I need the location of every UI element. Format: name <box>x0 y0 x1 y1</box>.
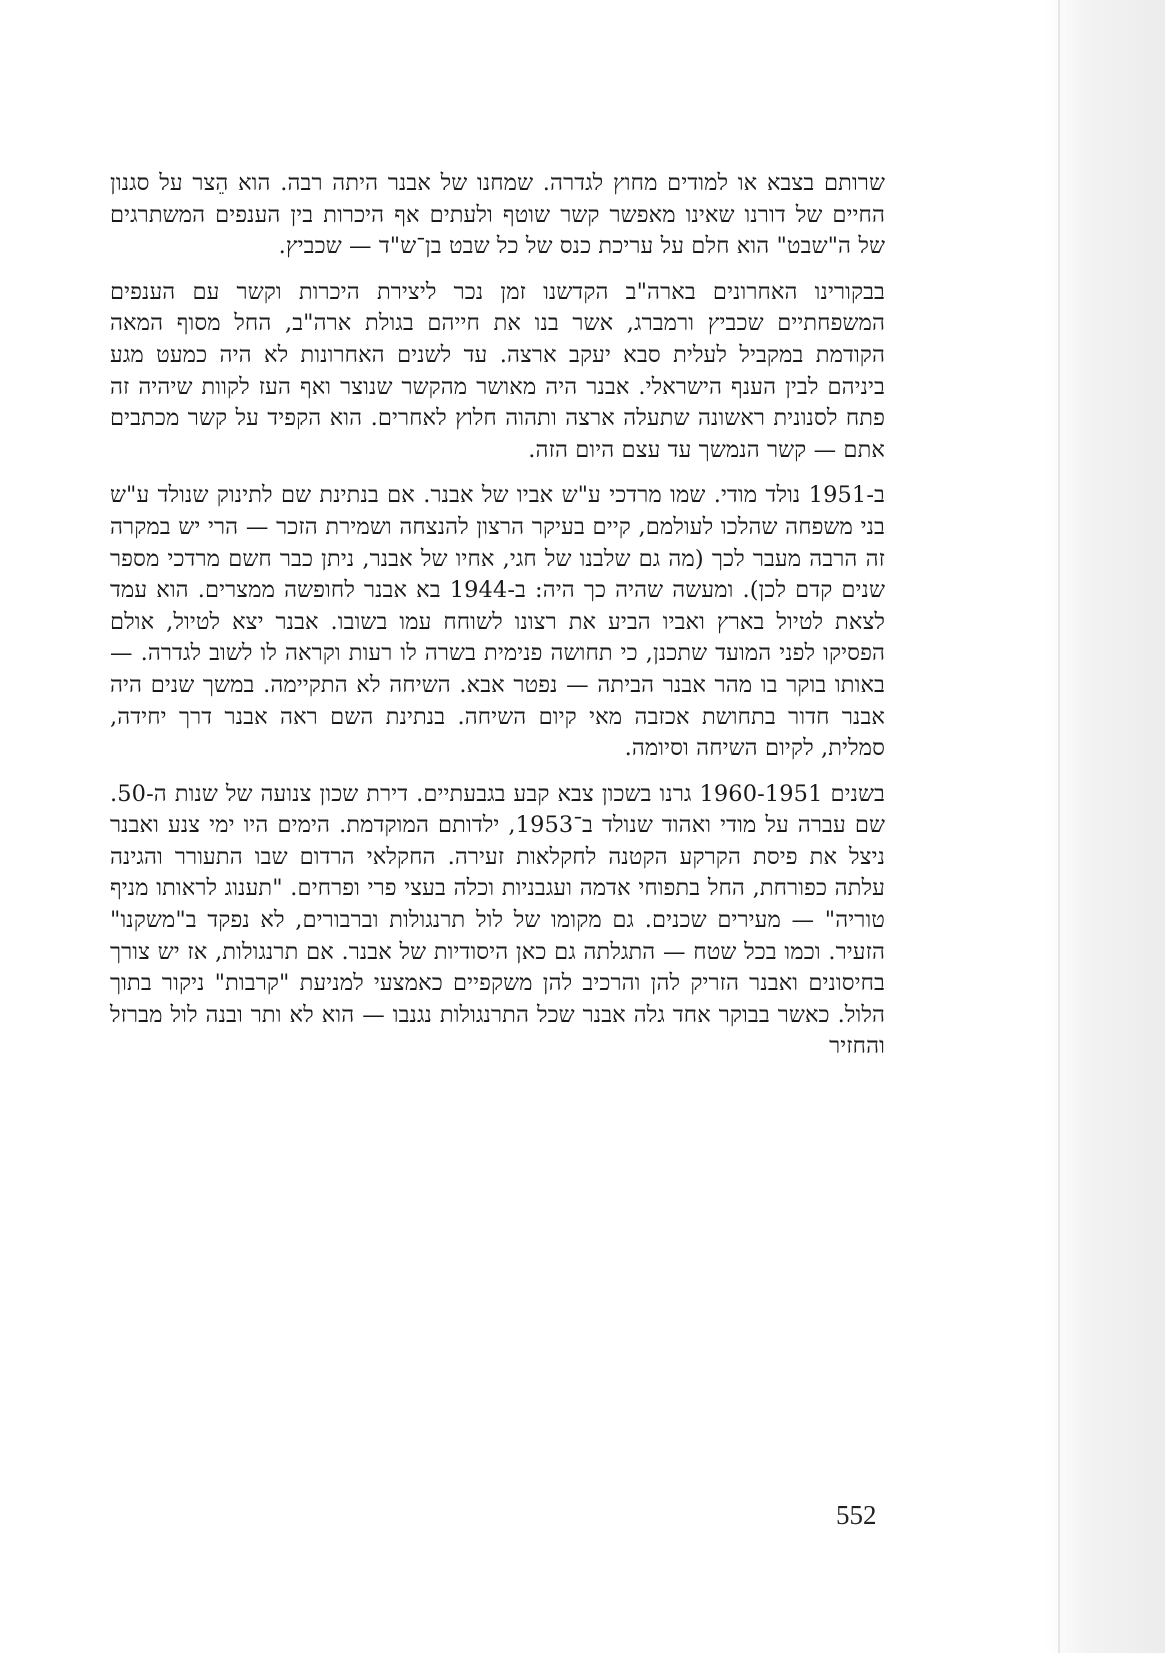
page-body <box>110 168 885 1077</box>
scan-shadow <box>1045 0 1165 1653</box>
paragraph-4: בשנים 1960-1951 גרנו בשכון צבא קבע בגבעתיים. דירת שכון צנועה של שנות ה-50. שם עברה על מודי ואהוד שנולד ב־1953, ילדותם המוקדמת. הימים היו ימי צנע ואבנר ניצל את פיסת הקרקע הקטנה לחקלאות זעירה. החקלאי הרדום שבו התעורר והגינה עלתה כפורחת, החל בתפוחי אדמה ועגבניות וכלה בעצי פרי ופרחים. "תענוג לראותו מניף טוריה" — מעירים שכנים. גם מקומו של לול תרנגולות וברבורים, לא נפקד ב"משקנו" הזעיר. וכמו בכל שטח — התגלתה גם כאן היסודיות של אבנר. אם תרנגולות, אז יש צורך בחיסונים ואבנר הזריק להן והרכיב להן משקפיים כאמצעי למניעת "קרבות" ניקור בתוך הלול. כאשר בבוקר אחד גלה אבנר שכל התרנגולות נגנבו — הוא לא ותר ובנה לול מברזל והחזיר <box>110 780 886 1060</box>
page-number: 552 <box>836 1500 877 1530</box>
paragraph-3: ב-1951 נולד מודי. שמו מרדכי ע"ש אביו של אבנר. אם בנתינת שם לתינוק שנולד ע"ש בני משפחה שהלכו לעולמם, קיים בעיקר הרצון להנצחה ושמירת הזכר — הרי יש במקרה זה הרבה מעבר לכך (מה גם שלבנו של חגי, אחיו של אבנר, ניתן כבר חשם מרדכי מספר שנים קדם לכן). ומעשה שהיה כך היה: ב-1944 בא אבנר לחופשה ממצרים. הוא עמד לצאת לטיול בארץ ואביו הביע את רצונו לשוחח עמו בשובו. אבנר יצא לטיול, אולם הפסיקו לפני המועד שתכנן, כי תחושה פנימית בשרה לו רעות וקראה לו לשוב לגדרה. — באותו בוקר בו מהר אבנר הביתה — נפטר אבא. השיחה לא התקיימה. במשך שנים היה אבנר חדור בתחושת אכזבה מאי קיום השיחה. בנתינת השם ראה אבנר דרך יחידה, סמלית, לקיום השיחה וסיומה. <box>110 482 886 762</box>
scan-edge <box>1058 0 1060 1653</box>
paragraph-2: בבקורינו האחרונים בארה"ב הקדשנו זמן נכר ליצירת היכרות וקשר עם הענפים המשפחתיים שכביץ ורמברג, אשר בנו את חייהם בגולת ארה"ב, החל מסוף המאה הקודמת במקביל לעלית סבא יעקב ארצה. עד לשנים האחרונות לא היה כמעט מגע ביניהם לבין הענף הישראלי. אבנר היה מאושר מהקשר שנוצר ואף העז לקוות שיהיה זה פתח לסנונית ראשונה שתעלה ארצה ותהוה חלוץ לאחרים. הוא הקפיד על קשר מכתבים אתם — קשר הנמשך עד עצם היום הזה. <box>110 278 885 463</box>
paragraph-1: שרותם בצבא או למודים מחוץ לגדרה. שמחנו של אבנר היתה רבה. הוא הֵצר על סגנון החיים של דורנו שאינו מאפשר קשר שוטף ולעתים אף היכרות בין הענפים המשתרגים של ה"שבט" הוא חלם על עריכת כנס של כל שבט בן־ש"ד — שכביץ. <box>110 170 885 260</box>
